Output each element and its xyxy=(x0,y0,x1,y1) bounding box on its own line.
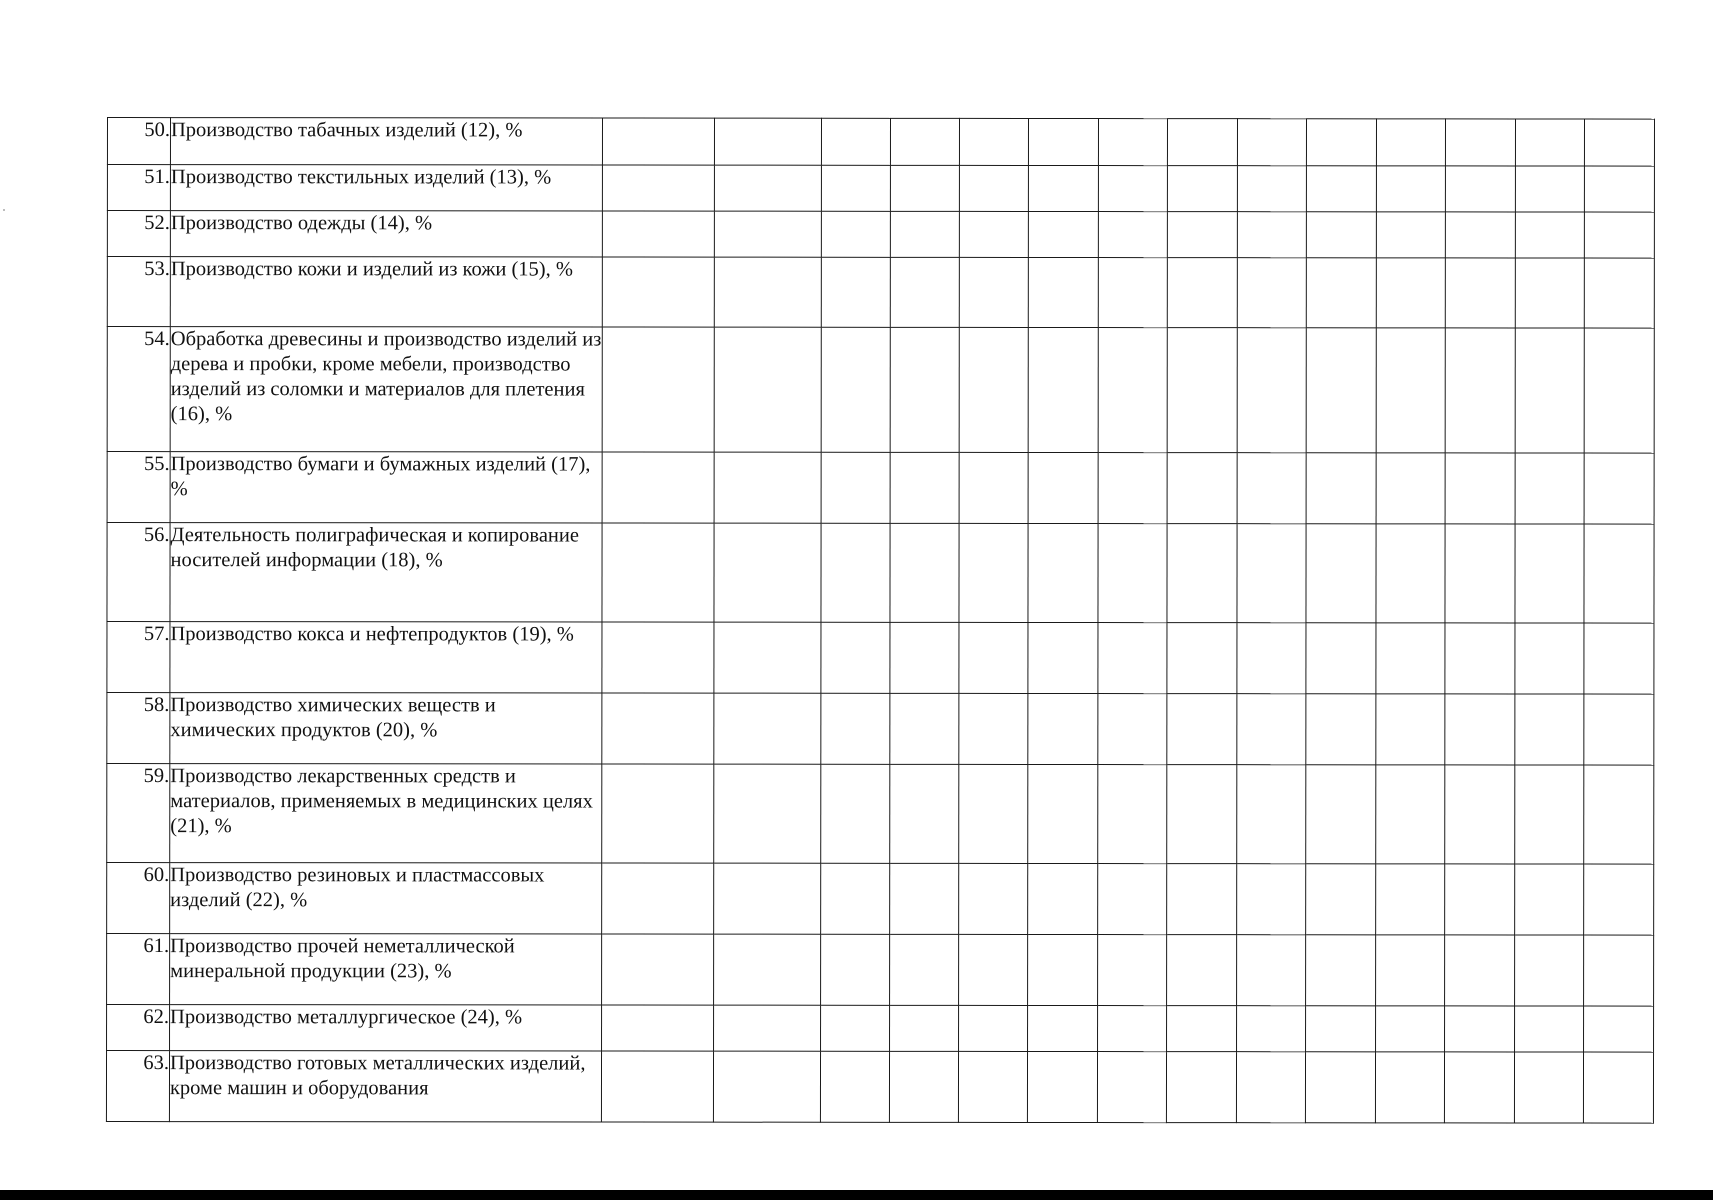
empty-cell xyxy=(1515,864,1584,935)
empty-cell xyxy=(1306,258,1376,328)
empty-cell xyxy=(1028,211,1098,257)
empty-cell xyxy=(714,452,821,523)
empty-cell xyxy=(1306,524,1376,623)
empty-cell xyxy=(1445,453,1515,524)
table-row xyxy=(107,257,1654,329)
empty-cell xyxy=(1584,453,1654,524)
empty-cell xyxy=(714,934,821,1005)
empty-cell xyxy=(714,622,821,693)
empty-cell xyxy=(1445,935,1515,1006)
table-row xyxy=(107,934,1654,1007)
empty-cell xyxy=(1237,1006,1306,1052)
row-number: 58. xyxy=(107,693,170,764)
scan-speck xyxy=(3,209,5,211)
empty-cell xyxy=(820,1051,889,1122)
row-number: 55. xyxy=(107,452,170,523)
empty-cell xyxy=(959,622,1028,693)
empty-cell xyxy=(1445,623,1515,694)
empty-cell xyxy=(1445,765,1515,864)
table-row xyxy=(107,764,1654,865)
row-number: 52. xyxy=(107,211,170,257)
indicator-table xyxy=(106,117,1655,1124)
empty-cell xyxy=(1028,165,1098,211)
row-number: 60. xyxy=(107,863,170,934)
row-number: 61. xyxy=(107,934,170,1005)
empty-cell xyxy=(821,863,890,934)
empty-cell xyxy=(1098,1006,1167,1052)
empty-cell xyxy=(959,165,1028,211)
empty-cell xyxy=(1584,119,1654,166)
empty-cell xyxy=(1306,166,1376,212)
empty-cell xyxy=(821,622,890,693)
empty-cell xyxy=(890,257,959,327)
empty-cell xyxy=(1237,935,1306,1006)
empty-cell xyxy=(602,1005,714,1051)
empty-cell xyxy=(1098,765,1167,864)
table-body xyxy=(106,118,1654,1124)
empty-cell xyxy=(890,211,959,257)
empty-cell xyxy=(959,257,1028,327)
empty-cell xyxy=(1445,1006,1515,1052)
empty-cell xyxy=(1167,258,1237,328)
empty-cell xyxy=(714,693,821,764)
empty-cell xyxy=(959,1005,1028,1051)
empty-cell xyxy=(890,863,959,934)
empty-cell xyxy=(1376,166,1445,212)
empty-cell xyxy=(1584,864,1654,935)
empty-cell xyxy=(602,523,714,622)
empty-cell xyxy=(1098,328,1167,453)
table-row xyxy=(107,693,1654,766)
empty-cell xyxy=(890,523,959,622)
empty-cell xyxy=(1445,212,1515,258)
empty-cell xyxy=(821,934,890,1005)
empty-cell xyxy=(1028,1005,1098,1051)
empty-cell xyxy=(890,452,959,523)
empty-cell xyxy=(1376,328,1445,453)
empty-cell xyxy=(1515,935,1584,1006)
empty-cell xyxy=(713,1051,820,1122)
empty-cell xyxy=(602,118,714,165)
empty-cell xyxy=(1098,258,1167,328)
empty-cell xyxy=(1237,166,1306,212)
row-number: 51. xyxy=(107,165,170,211)
empty-cell xyxy=(1584,935,1654,1006)
empty-cell xyxy=(1584,166,1654,212)
empty-cell xyxy=(1028,934,1098,1005)
empty-cell xyxy=(821,118,890,165)
empty-cell xyxy=(1306,694,1376,765)
empty-cell xyxy=(1027,1051,1097,1122)
empty-cell xyxy=(1444,1052,1514,1123)
empty-cell xyxy=(1237,623,1306,694)
row-number: 62. xyxy=(107,1005,170,1051)
empty-cell xyxy=(602,165,714,211)
empty-cell xyxy=(1028,764,1098,863)
table-row xyxy=(107,165,1654,213)
empty-cell xyxy=(959,764,1028,863)
table-row xyxy=(107,327,1654,454)
empty-cell xyxy=(1098,166,1167,212)
row-label: Производство табачных изделий (12), % xyxy=(170,118,602,165)
empty-cell xyxy=(1167,694,1237,765)
empty-cell xyxy=(1028,327,1098,452)
scan-bottom-edge xyxy=(0,1190,1713,1200)
empty-cell xyxy=(959,863,1028,934)
empty-cell xyxy=(602,622,714,693)
empty-cell xyxy=(890,693,959,764)
table-row xyxy=(107,622,1654,695)
empty-cell xyxy=(1376,623,1445,694)
row-number: 54. xyxy=(107,327,170,452)
empty-cell xyxy=(714,327,821,452)
empty-cell xyxy=(1098,935,1167,1006)
empty-cell xyxy=(1515,328,1584,453)
empty-cell xyxy=(1306,864,1376,935)
empty-cell xyxy=(890,118,959,165)
empty-cell xyxy=(1376,1006,1445,1052)
empty-cell xyxy=(1306,119,1376,166)
empty-cell xyxy=(1306,453,1376,524)
empty-cell xyxy=(1098,453,1167,524)
empty-cell xyxy=(1515,258,1584,328)
empty-cell xyxy=(1306,328,1376,453)
empty-cell xyxy=(714,863,821,934)
empty-cell xyxy=(821,165,890,211)
empty-cell xyxy=(1237,119,1306,166)
empty-cell xyxy=(1515,453,1584,524)
empty-cell xyxy=(1445,258,1515,328)
empty-cell xyxy=(1098,524,1167,623)
empty-cell xyxy=(601,1051,713,1122)
empty-cell xyxy=(1584,524,1654,623)
row-number: 63. xyxy=(106,1051,169,1122)
empty-cell xyxy=(1167,166,1237,212)
empty-cell xyxy=(959,452,1028,523)
table-row xyxy=(107,863,1654,936)
empty-cell xyxy=(1237,694,1306,765)
empty-cell xyxy=(1584,212,1654,258)
empty-cell xyxy=(1514,1052,1583,1123)
empty-cell xyxy=(1028,118,1098,165)
empty-cell xyxy=(1376,212,1445,258)
empty-cell xyxy=(890,934,959,1005)
empty-cell xyxy=(1515,1006,1584,1052)
empty-cell xyxy=(1515,524,1584,623)
row-number: 57. xyxy=(107,622,170,693)
empty-cell xyxy=(1237,765,1306,864)
empty-cell xyxy=(959,934,1028,1005)
empty-cell xyxy=(602,863,714,934)
empty-cell xyxy=(821,211,890,257)
empty-cell xyxy=(1167,864,1237,935)
empty-cell xyxy=(1445,328,1515,453)
empty-cell xyxy=(1237,453,1306,524)
empty-cell xyxy=(1098,119,1167,166)
empty-cell xyxy=(821,1005,890,1051)
empty-cell xyxy=(714,764,821,863)
empty-cell xyxy=(1584,623,1654,694)
empty-cell xyxy=(1306,935,1376,1006)
empty-cell xyxy=(959,327,1028,452)
empty-cell xyxy=(958,1051,1027,1122)
empty-cell xyxy=(1237,212,1306,258)
empty-cell xyxy=(1167,328,1237,453)
empty-cell xyxy=(602,934,714,1005)
empty-cell xyxy=(1445,524,1515,623)
empty-cell xyxy=(1028,523,1098,622)
row-label: Обработка древесины и производство изделий из дерева и пробки, кроме мебели, производство изделий из соломки и материалов для плетения (16), % xyxy=(170,327,602,452)
empty-cell xyxy=(1028,693,1098,764)
empty-cell xyxy=(890,764,959,863)
empty-cell xyxy=(714,118,821,165)
empty-cell xyxy=(1376,864,1445,935)
empty-cell xyxy=(959,693,1028,764)
empty-cell xyxy=(821,452,890,523)
empty-cell xyxy=(1445,119,1515,166)
empty-cell xyxy=(1028,622,1098,693)
empty-cell xyxy=(1445,864,1515,935)
empty-cell xyxy=(1167,1006,1237,1052)
empty-cell xyxy=(889,1051,958,1122)
empty-cell xyxy=(1305,1052,1375,1123)
empty-cell xyxy=(602,257,714,327)
empty-cell xyxy=(959,211,1028,257)
table-row xyxy=(106,1051,1653,1124)
row-label: Производство резиновых и пластмассовых изделий (22), % xyxy=(170,863,602,934)
empty-cell xyxy=(1515,166,1584,212)
empty-cell xyxy=(1237,328,1306,453)
empty-cell xyxy=(714,523,821,622)
row-number: 56. xyxy=(107,523,170,622)
empty-cell xyxy=(1098,212,1167,258)
empty-cell xyxy=(890,165,959,211)
empty-cell xyxy=(959,118,1028,165)
empty-cell xyxy=(602,764,714,863)
table-row xyxy=(107,1005,1654,1053)
empty-cell xyxy=(1306,1006,1376,1052)
row-label: Производство бумаги и бумажных изделий (17), % xyxy=(170,452,602,523)
row-label: Деятельность полиграфическая и копирование носителей информации (18), % xyxy=(170,523,602,622)
empty-cell xyxy=(1167,453,1237,524)
empty-cell xyxy=(602,327,714,452)
empty-cell xyxy=(1098,623,1167,694)
empty-cell xyxy=(1376,453,1445,524)
empty-cell xyxy=(1097,1052,1166,1123)
empty-cell xyxy=(1166,1052,1236,1123)
empty-cell xyxy=(1515,694,1584,765)
empty-cell xyxy=(1306,623,1376,694)
empty-cell xyxy=(1167,212,1237,258)
row-label: Производство химических веществ и химических продуктов (20), % xyxy=(170,693,602,764)
empty-cell xyxy=(714,165,821,211)
empty-cell xyxy=(602,211,714,257)
empty-cell xyxy=(1237,864,1306,935)
empty-cell xyxy=(1584,694,1654,765)
row-label: Производство прочей неметаллической минеральной продукции (23), % xyxy=(170,934,602,1005)
empty-cell xyxy=(1584,1006,1654,1052)
empty-cell xyxy=(1376,119,1445,166)
row-label: Производство кокса и нефтепродуктов (19), % xyxy=(170,622,602,693)
empty-cell xyxy=(1376,935,1445,1006)
empty-cell xyxy=(890,622,959,693)
empty-cell xyxy=(1167,623,1237,694)
empty-cell xyxy=(1515,623,1584,694)
row-label: Производство готовых металлических изделий, кроме машин и оборудования xyxy=(169,1051,601,1122)
empty-cell xyxy=(1584,765,1654,864)
empty-cell xyxy=(1376,694,1445,765)
empty-cell xyxy=(890,327,959,452)
empty-cell xyxy=(1515,119,1584,166)
row-number: 50. xyxy=(107,118,170,165)
empty-cell xyxy=(1028,863,1098,934)
table-row xyxy=(107,118,1654,167)
row-label: Производство лекарственных средств и материалов, применяемых в медицинских целях (21), % xyxy=(170,764,602,863)
empty-cell xyxy=(714,257,821,327)
table-row xyxy=(107,452,1654,525)
empty-cell xyxy=(821,523,890,622)
empty-cell xyxy=(1515,212,1584,258)
row-label: Производство текстильных изделий (13), % xyxy=(170,165,602,211)
empty-cell xyxy=(1306,212,1376,258)
empty-cell xyxy=(1167,765,1237,864)
empty-cell xyxy=(1376,524,1445,623)
empty-cell xyxy=(1237,258,1306,328)
row-number: 53. xyxy=(107,257,170,327)
empty-cell xyxy=(1167,935,1237,1006)
empty-cell xyxy=(821,693,890,764)
empty-cell xyxy=(1236,1052,1305,1123)
empty-cell xyxy=(714,211,821,257)
table-row xyxy=(107,211,1654,259)
empty-cell xyxy=(1167,524,1237,623)
table-row xyxy=(107,523,1654,624)
empty-cell xyxy=(1445,166,1515,212)
row-label: Производство одежды (14), % xyxy=(170,211,602,257)
empty-cell xyxy=(1237,524,1306,623)
empty-cell xyxy=(1028,452,1098,523)
empty-cell xyxy=(1375,1052,1444,1123)
empty-cell xyxy=(1515,765,1584,864)
empty-cell xyxy=(959,523,1028,622)
empty-cell xyxy=(602,452,714,523)
empty-cell xyxy=(1167,119,1237,166)
row-number: 59. xyxy=(107,764,170,863)
empty-cell xyxy=(821,327,890,452)
empty-cell xyxy=(1098,694,1167,765)
row-label: Производство кожи и изделий из кожи (15), % xyxy=(170,257,602,327)
empty-cell xyxy=(1028,257,1098,327)
empty-cell xyxy=(1445,694,1515,765)
empty-cell xyxy=(821,257,890,327)
empty-cell xyxy=(714,1005,821,1051)
empty-cell xyxy=(890,1005,959,1051)
empty-cell xyxy=(1583,1052,1653,1123)
empty-cell xyxy=(1584,258,1654,328)
empty-cell xyxy=(602,693,714,764)
empty-cell xyxy=(1306,765,1376,864)
empty-cell xyxy=(821,764,890,863)
empty-cell xyxy=(1098,864,1167,935)
empty-cell xyxy=(1376,765,1445,864)
empty-cell xyxy=(1584,328,1654,453)
empty-cell xyxy=(1376,258,1445,328)
row-label: Производство металлургическое (24), % xyxy=(170,1005,602,1051)
